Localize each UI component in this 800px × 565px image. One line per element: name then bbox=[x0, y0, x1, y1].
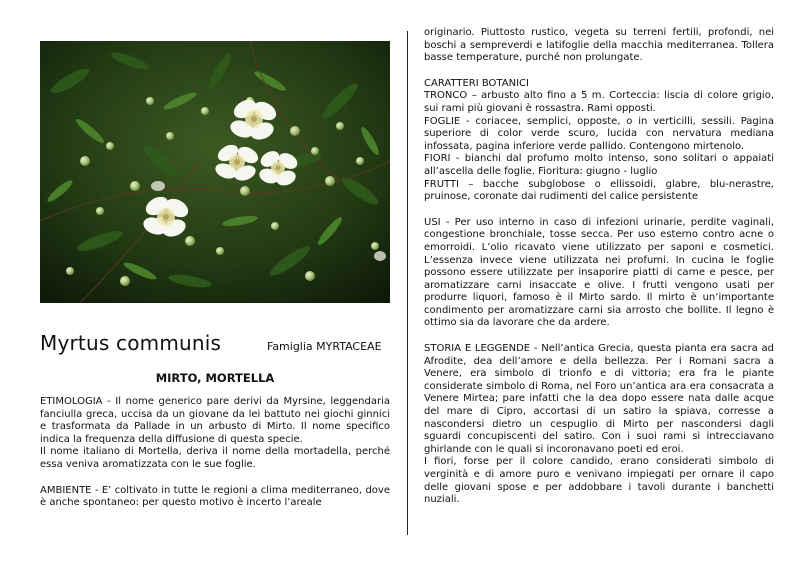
left-column bbox=[40, 396, 390, 510]
spacer bbox=[424, 204, 774, 217]
history-paragraph: STORIA E LEGGENDE - Nell’antica Grecia, questa pianta era sacra ad Afrodite, dea dell’amore e della bellezza. Per i Romani sacra a Venere, era simbolo di trionfo e di vittoria; era fra le piante considerate simbolo di Roma, nel Foro un’antica ara era consacrata a Venere Mirtea; pare infatti che la dea dopo essere nata dalle acque del mare di Cipro, accortasi di un satiro la spiava, corresse a nascondersi dietro un cespuglio di Mirto per nascondersi dagli sguardi concupiscenti del satiro. Con i suoi rami si intrecciavano ghirlande con le quali si incoronavano poeti ed eroi. bbox=[424, 343, 774, 455]
column-divider bbox=[407, 31, 408, 535]
spacer bbox=[424, 65, 774, 78]
fruits-item: FRUTTI – bacche subglobose o ellissoidi, glabre, blu-nerastre, pruinose, coronate dai rudimenti del calice persistente bbox=[424, 178, 774, 203]
spacer bbox=[424, 330, 774, 343]
flowers-symbolism-paragraph: I fiori, forse per il colore candido, erano considerati simbolo di verginità e di amore puro e venivano impiegati per ornare il capo delle giovani spose e per addobbare i tavoli durante i banchetti nuziali. bbox=[424, 456, 774, 506]
trunk-item: TRONCO – arbusto alto fino a 5 m. Corteccia: liscia di colore grigio, sui rami più giovani è rossastra. Rami opposti. bbox=[424, 90, 774, 114]
botanical-heading: CARATTERI BOTANICI bbox=[424, 77, 529, 89]
leaves-item: FOGLIE - coriacee, semplici, opposte, o in verticilli, sessili. Pagina superiore di color verde scuro, lucida con nervatura mediana infossata, pagina inferiore verde pallido. Contengono mirtenolo. bbox=[424, 115, 774, 152]
environment-paragraph: AMBIENTE - E’ coltivato in tutte le regioni a clima mediterraneo, dove è anche spontaneo: per questo motivo è incerto l’areale bbox=[40, 484, 390, 509]
family-label: Famiglia MYRTACEAE bbox=[267, 340, 382, 353]
etymology-paragraph: ETIMOLOGIA - Il nome generico pare derivi da Myrsine, leggendaria fanciulla greca, uccisa da un giovane da lei battuto nei giochi ginnici e trasformata da Pallade in un arbusto di Mirto. Il nome specifico indica la frequenza della diffusione di questa specie. bbox=[40, 396, 390, 445]
uses-paragraph: USI - Per uso interno in caso di infezioni urinarie, perdite vaginali, congestione bronchiale, tosse secca. Per uso esterno contro acne o emorroidi. L’olio ricavato viene utilizzato per saponi e cosmetici. L’essenza invece viene utilizzata nei profumi. In cucina le foglie possono essere utilizzate per insaporire piatti di carne e pesce, per aromatizzare carni insaccate e olive. I frutti vengono usati per produrre liquori, famoso è il Mirto sardo. Il mirto è un’importante condimento per aromatizzare carni sia arrosto che bollite. Il legno è ottimo sia da lavorare che da ardere. bbox=[424, 216, 774, 329]
flowers-item: FIORI - bianchi dal profumo molto intenso, sono solitari o appaiati all’ascella delle foglie. Fioritura: giugno - luglio bbox=[424, 153, 774, 177]
italian-name-paragraph: Il nome italiano di Mortella, deriva il nome della mortadella, perché essa veniva aromatizzata con le sue foglie. bbox=[40, 446, 390, 470]
common-name-heading: MIRTO, MORTELLA bbox=[155, 371, 275, 385]
myrtle-photo bbox=[40, 41, 390, 303]
right-column bbox=[424, 27, 774, 507]
environment-continued: originario. Piuttosto rustico, vegeta su terreni fertili, profondi, nei boschi a sempreverdi e latifoglie della macchia mediterranea. Tollera basse temperature, purché non prolungate. bbox=[424, 27, 774, 64]
spacer bbox=[40, 472, 390, 485]
species-title: Myrtus communis bbox=[40, 331, 222, 355]
